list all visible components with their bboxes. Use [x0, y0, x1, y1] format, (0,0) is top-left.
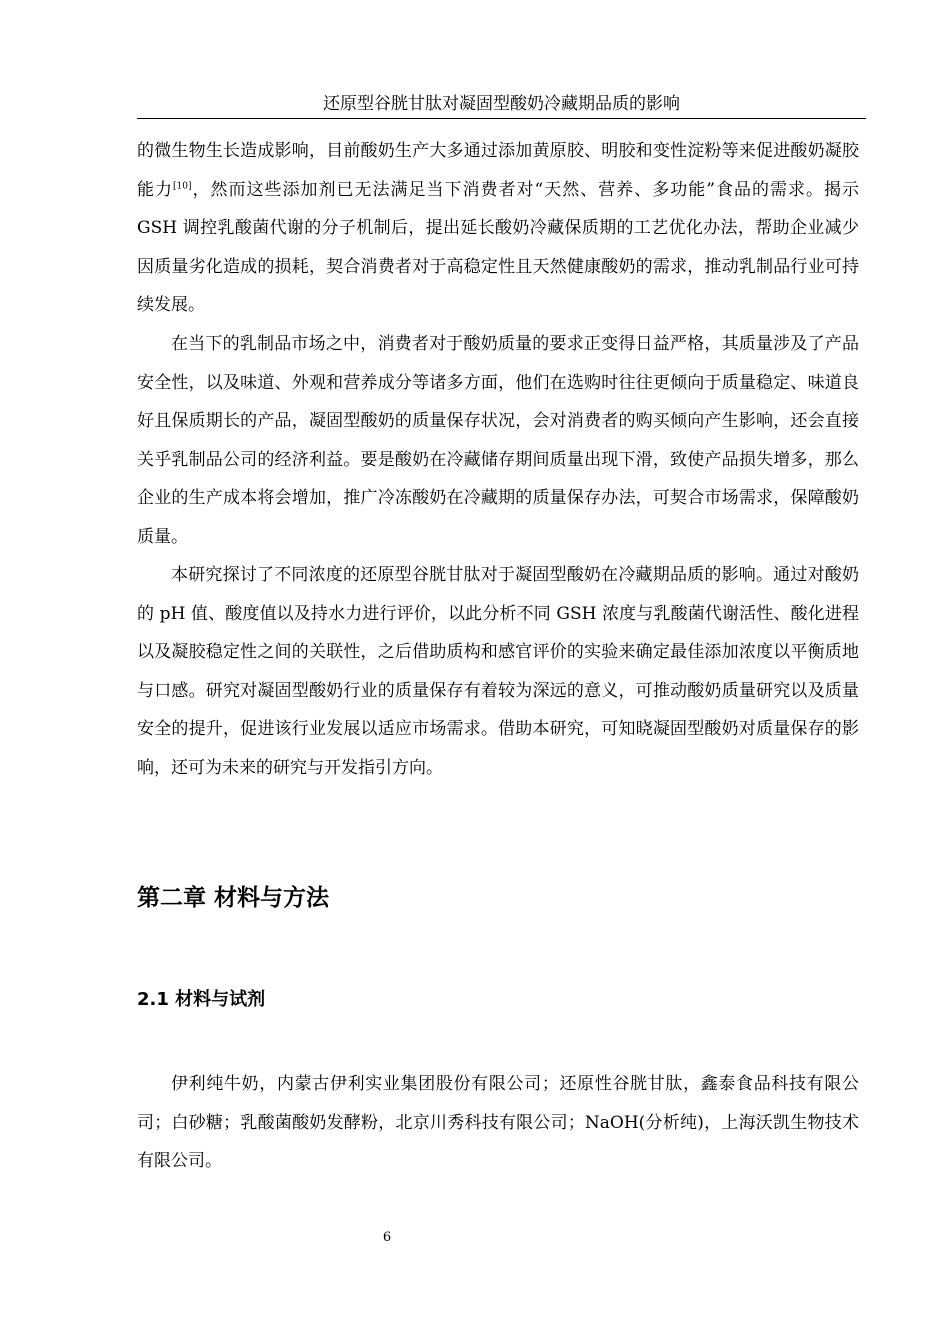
paragraph-2: 在当下的乳制品市场之中，消费者对于酸奶质量的要求正变得日益严格，其质量涉及了产品安全性，以及味道、外观和营养成分等诸多方面，他们在选购时往往更倾向于质量稳定、味道良好且保质期长的产品，凝固型酸奶的质量保存状况，会对消费者的购买倾向产生影响，还会直接关乎乳制品公司的经济利益。要是酸奶在冷藏储存期间质量出现下滑，致使产品损失增多，那么企业的生产成本将会增加，推广冷冻酸奶在冷藏期的质量保存办法，可契合市场需求，保障酸奶质量。	[137, 334, 859, 547]
page-number: 6	[382, 1230, 392, 1245]
paragraph-1-text-a: 的微生物生长造成影响，目前酸奶生产大多通过添加黄原胶、明胶和变性淀粉等来促进酸奶凝胶能力	[137, 141, 859, 200]
citation-10: [10]	[173, 180, 192, 191]
materials-paragraph: 伊利纯牛奶，内蒙古伊利实业集团股份有限公司；还原性谷胱甘肽，鑫泰食品科技有限公司；白砂糖；乳酸菌酸奶发酵粉，北京川秀科技有限公司；NaOH(分析纯)，上海沃凯生物技术有限公司。	[137, 1074, 859, 1172]
running-header-title: 还原型谷胱甘肽对凝固型酸奶冷藏期品质的影响	[323, 94, 680, 114]
paragraph-1-text-b: ，然而这些添加剂已无法满足当下消费者对“天然、营养、多功能”食品的需求。揭示 GSH 调控乳酸菌代谢的分子机制后，提出延长酸奶冷藏保质期的工艺优化办法，帮助企业减少因质量劣化造成的损耗，契合消费者对于高稳定性且天然健康酸奶的需求，推动乳制品行业可持续发展。	[137, 179, 859, 316]
paragraph-1	[137, 132, 859, 325]
running-header	[137, 92, 866, 119]
section-heading: 2.1 材料与试剂	[137, 989, 266, 1010]
paragraph-3: 本研究探讨了不同浓度的还原型谷胱甘肽对于凝固型酸奶在冷藏期品质的影响。通过对酸奶的 pH 值、酸度值以及持水力进行评价，以此分析不同 GSH 浓度与乳酸菌代谢活性、酸化进程以及凝胶稳定性之间的关联性，之后借助质构和感官评价的实验来确定最佳添加浓度以平衡质地与口感。研究对凝固型酸奶行业的质量保存有着较为深远的意义，可推动酸奶质量研究以及质量安全的提升，促进该行业发展以适应市场需求。借助本研究，可知晓凝固型酸奶对质量保存的影响，还可为未来的研究与开发指引方向。	[137, 565, 859, 778]
chapter-heading: 第二章 材料与方法	[137, 885, 330, 911]
